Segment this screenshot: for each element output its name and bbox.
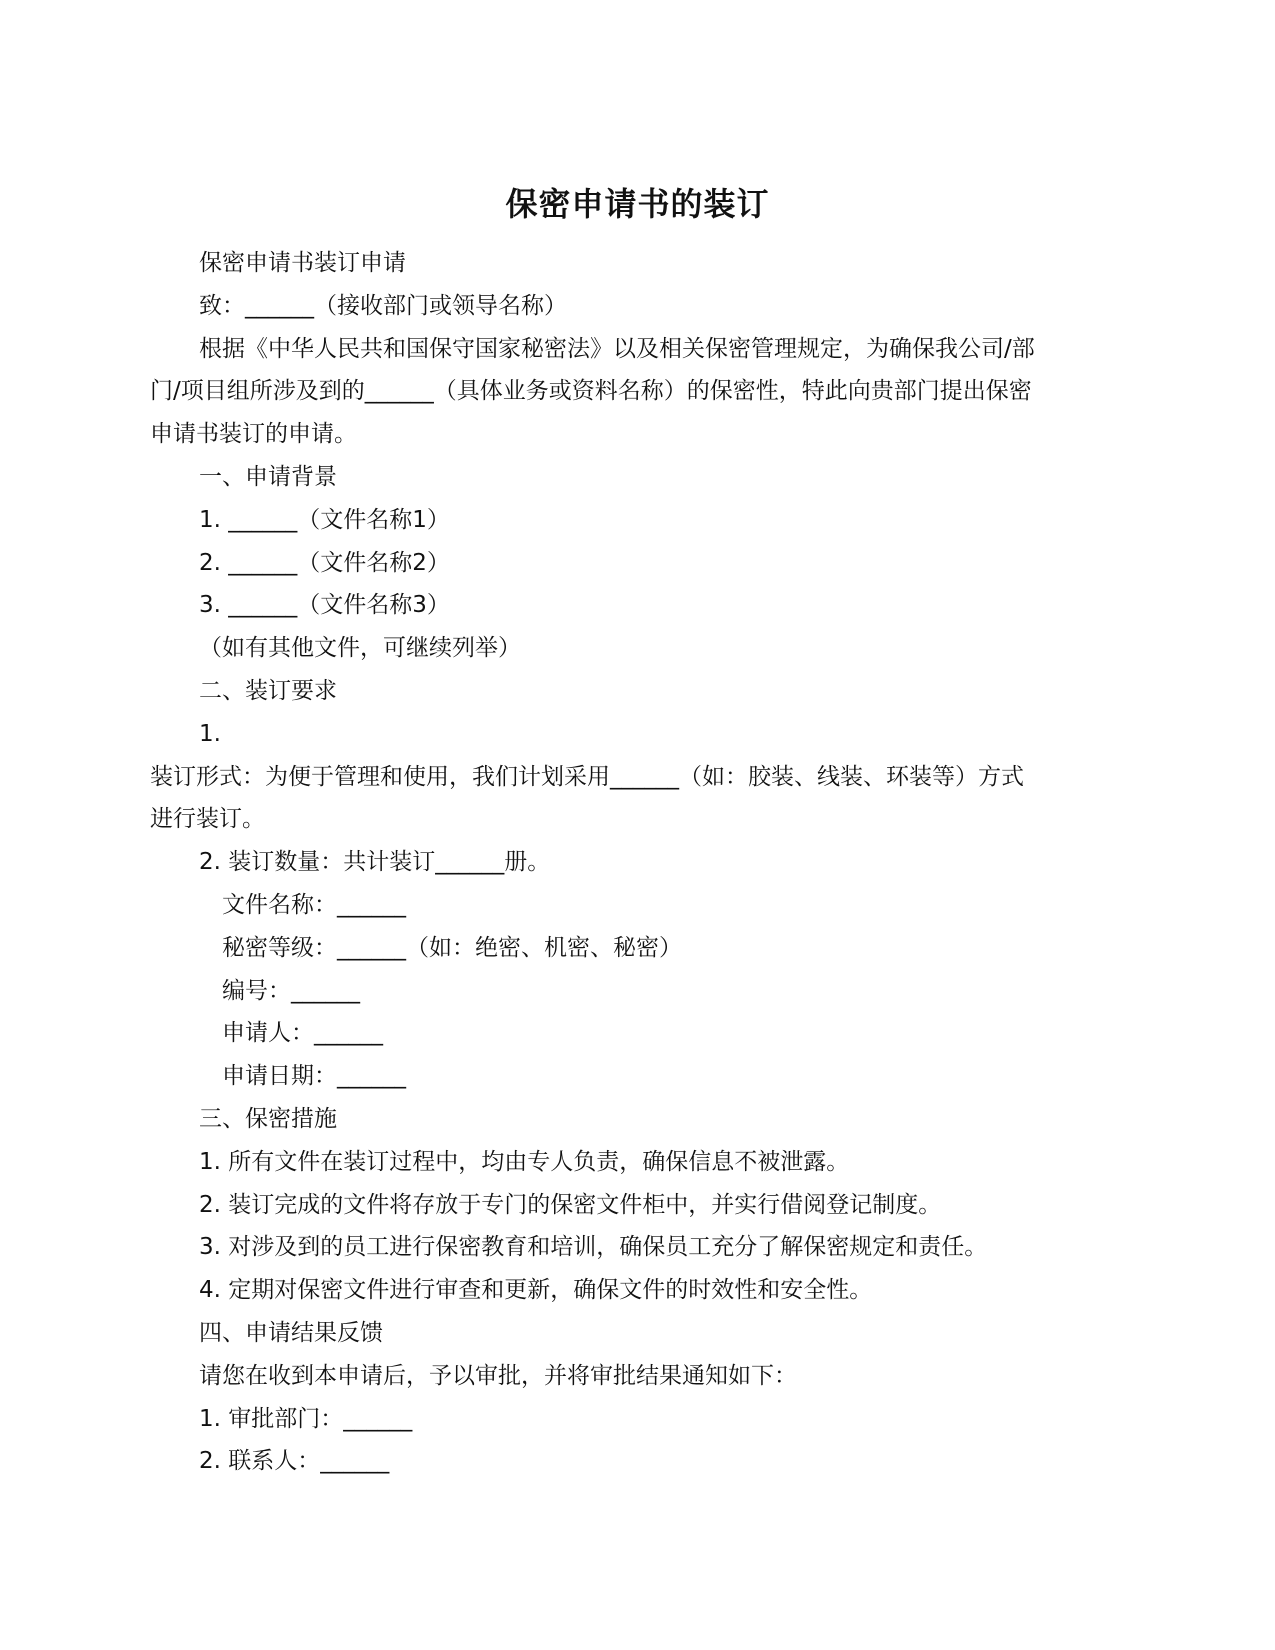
list-item: 2. 装订完成的文件将存放于专门的保密文件柜中，并实行借阅登记制度。 [199,1191,942,1218]
section-heading: 四、申请结果反馈 [199,1319,383,1346]
paragraph-line: 请您在收到本申请后，予以审批，并将审批结果通知如下： [199,1362,797,1389]
list-item: 2. ______（文件名称2） [199,549,450,576]
list-item: 1. 所有文件在装订过程中，均由专人负责，确保信息不被泄露。 [199,1148,850,1175]
list-item: 2. 联系人：______ [199,1448,390,1475]
paragraph-line: 装订形式：为便于管理和使用，我们计划采用______（如：胶装、线装、环装等）方式 [150,763,1024,790]
paragraph-line: 根据《中华人民共和国保守国家秘密法》以及相关保密管理规定，为确保我公司/部 [199,335,1035,362]
form-field-line: 秘密等级：______（如：绝密、机密、秘密） [222,934,682,961]
document-body [150,242,1125,1483]
paragraph-line: 进行装订。 [150,806,265,833]
addressee-line: 致：______（接收部门或领导名称） [199,292,567,319]
form-field-line: 申请人：______ [222,1020,383,1047]
list-item: 2. 装订数量：共计装订______册。 [199,849,551,876]
note-line: （如有其他文件，可继续列举） [199,635,521,662]
paragraph-line: 申请书装订的申请。 [150,421,357,448]
list-item: 3. ______（文件名称3） [199,592,450,619]
paragraph-line: 门/项目组所涉及到的______（具体业务或资料名称）的保密性，特此向贵部门提出保密 [150,378,1032,405]
section-heading: 一、申请背景 [199,463,337,490]
section-heading: 二、装订要求 [199,677,337,704]
list-item: 1. [199,720,221,747]
list-item: 1. ______（文件名称1） [199,506,450,533]
form-field-line: 申请日期：______ [222,1063,406,1090]
doc-heading-line: 保密申请书装订申请 [199,250,406,276]
list-item: 4. 定期对保密文件进行审查和更新，确保文件的时效性和安全性。 [199,1277,873,1304]
list-item: 1. 审批部门：______ [199,1405,413,1432]
document-title: 保密申请书的装订 [505,185,770,223]
section-heading: 三、保密措施 [199,1105,337,1132]
form-field-line: 编号：______ [222,977,360,1004]
list-item: 3. 对涉及到的员工进行保密教育和培训，确保员工充分了解保密规定和责任。 [199,1234,988,1261]
form-field-line: 文件名称：______ [222,891,406,918]
